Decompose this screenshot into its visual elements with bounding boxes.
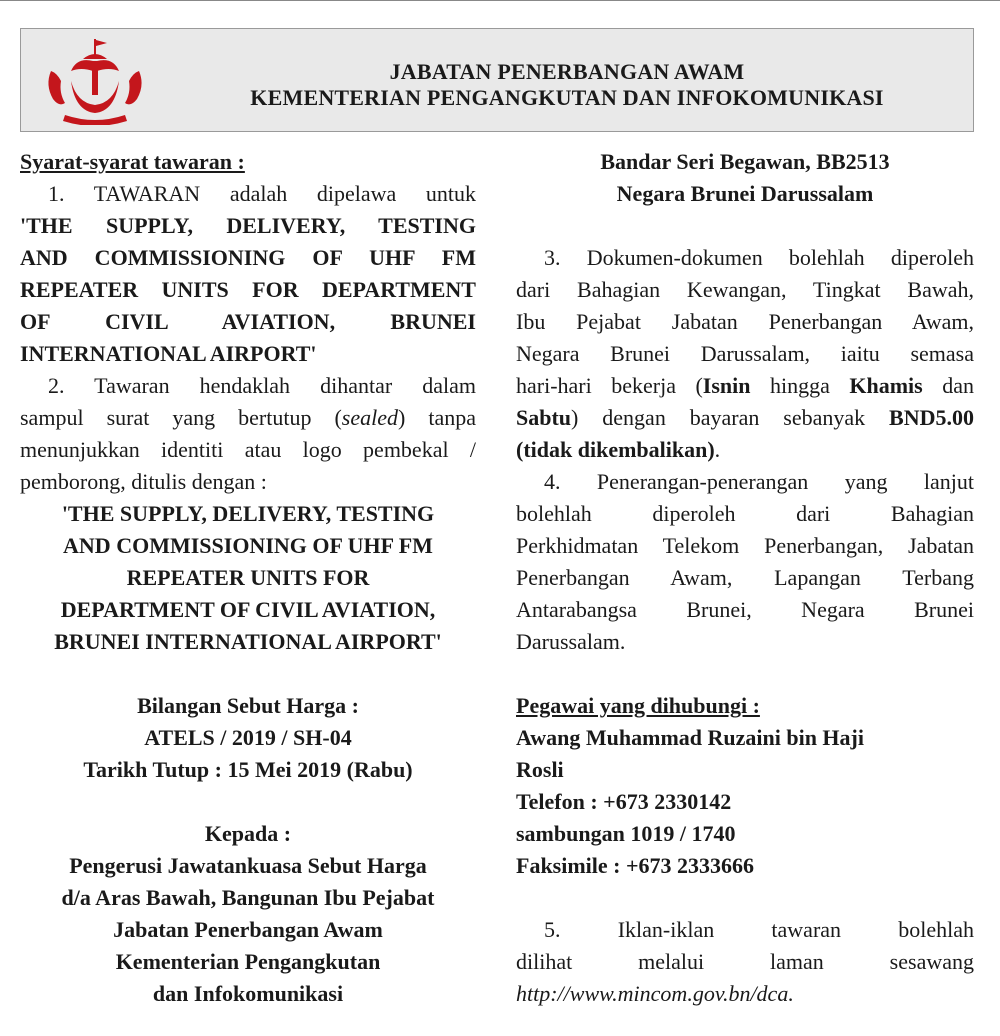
header-banner: [20, 28, 974, 132]
item2-line: 2. Tawaran hendaklah dihantar dalam: [48, 373, 476, 398]
website-link[interactable]: http://www.mincom.gov.bn/dca.: [516, 981, 794, 1006]
item1-line: OF CIVIL AVIATION, BRUNEI: [20, 309, 476, 334]
quote-line: BRUNEI INTERNATIONAL AIRPORT': [54, 629, 442, 654]
item3-text: ) dengan bayaran sebanyak: [571, 405, 890, 430]
item1-line: INTERNATIONAL AIRPORT': [20, 341, 317, 366]
quote-line: DEPARTMENT OF CIVIL AVIATION,: [60, 597, 436, 622]
item3-text: hingga: [750, 373, 850, 398]
item2-line: menunjukkan identiti atau logo pembekal /: [20, 437, 476, 462]
item2-text: ) tanpa: [398, 405, 476, 430]
item3-text: dan: [922, 373, 974, 398]
quote-line: 'THE SUPPLY, DELIVERY, TESTING: [61, 501, 435, 526]
item4-line: Antarabangsa Brunei, Negara Brunei: [516, 597, 974, 622]
workday-saturday: Sabtu: [516, 405, 572, 430]
item1-line: REPEATER UNITS FOR DEPARTMENT: [20, 277, 476, 302]
item2-line: pemborong, ditulis dengan :: [20, 469, 267, 494]
contact-extension: sambungan 1019 / 1740: [516, 821, 736, 846]
address-line: Negara Brunei Darussalam: [616, 181, 874, 206]
fee-amount: BND5.00: [889, 405, 974, 430]
reference-line: ATELS / 2019 / SH-04: [144, 725, 352, 750]
item3-line: 3. Dokumen-dokumen bolehlah diperoleh: [544, 245, 974, 270]
workday-end: Khamis: [849, 373, 923, 398]
contact-heading: Pegawai yang dihubungi :: [516, 693, 760, 718]
item3-line: [516, 402, 974, 434]
contact-name: Awang Muhammad Ruzaini bin Haji: [516, 725, 864, 750]
quote-line: AND COMMISSIONING OF UHF FM: [63, 533, 433, 558]
reference-line: Bilangan Sebut Harga :: [137, 693, 359, 718]
item4-line: Darussalam.: [516, 629, 626, 654]
item3-line: Negara Brunei Darussalam, iaitu semasa: [516, 341, 974, 366]
right-column: [516, 146, 974, 1010]
header-titles: [171, 59, 963, 111]
closing-date-line: Tarikh Tutup : 15 Mei 2019 (Rabu): [83, 757, 413, 782]
address-line: d/a Aras Bawah, Bangunan Ibu Pejabat: [61, 885, 435, 910]
item5-line: 5. Iklan-iklan tawaran bolehlah: [544, 917, 974, 942]
address-line: dan Infokomunikasi: [152, 981, 344, 1006]
quote-line: REPEATER UNITS FOR: [126, 565, 370, 590]
address-line: Bandar Seri Begawan, BB2513: [600, 149, 890, 174]
item4-line: Penerbangan Awam, Lapangan Terbang: [516, 565, 974, 590]
top-rule: [0, 0, 1000, 1]
item4-line: Perkhidmatan Telekom Penerbangan, Jabatan: [516, 533, 974, 558]
address-line: Pengerusi Jawatankuasa Sebut Harga: [69, 853, 427, 878]
fee-note: (tidak dikembalikan): [516, 437, 715, 462]
contact-name: Rosli: [516, 757, 564, 782]
spacer: [516, 658, 974, 690]
item3-text: hari-hari bekerja (: [516, 373, 703, 398]
workday-start: Isnin: [702, 373, 751, 398]
item1-line: 1. TAWARAN adalah dipelawa untuk: [48, 181, 476, 206]
contact-phone: Telefon : +673 2330142: [516, 789, 732, 814]
item2-italic-sealed: sealed: [341, 405, 398, 430]
item3-line: Ibu Pejabat Jabatan Penerbangan Awam,: [516, 309, 974, 334]
item1-line: AND COMMISSIONING OF UHF FM: [20, 245, 476, 270]
header-title-line2: KEMENTERIAN PENGANGKUTAN DAN INFOKOMUNIKASI: [250, 85, 884, 110]
item1-line: 'THE SUPPLY, DELIVERY, TESTING: [20, 213, 476, 238]
spacer: [516, 210, 974, 242]
address-line: Jabatan Penerbangan Awam: [113, 917, 383, 942]
item5-line: dilihat melalui laman sesawang: [516, 949, 974, 974]
brunei-crest-icon: [41, 37, 149, 125]
item4-line: 4. Penerangan-penerangan yang lanjut: [544, 469, 974, 494]
spacer: [20, 658, 476, 690]
spacer: [20, 786, 476, 818]
item3-line: [516, 370, 974, 402]
spacer: [516, 882, 974, 914]
to-label: Kepada :: [204, 821, 292, 846]
item2-line: [20, 402, 476, 434]
conditions-heading: Syarat-syarat tawaran :: [20, 149, 245, 174]
header-title-line1: JABATAN PENERBANGAN AWAM: [389, 59, 745, 84]
contact-fax: Faksimile : +673 2333666: [516, 853, 755, 878]
address-line: Kementerian Pengangkutan: [115, 949, 381, 974]
item3-line: dari Bahagian Kewangan, Tingkat Bawah,: [516, 277, 974, 302]
left-column: [20, 146, 476, 1010]
item2-text: sampul surat yang bertutup (: [20, 405, 342, 430]
item3-line: [516, 434, 974, 466]
item4-line: bolehlah diperoleh dari Bahagian: [516, 501, 974, 526]
item3-text: .: [714, 437, 721, 462]
